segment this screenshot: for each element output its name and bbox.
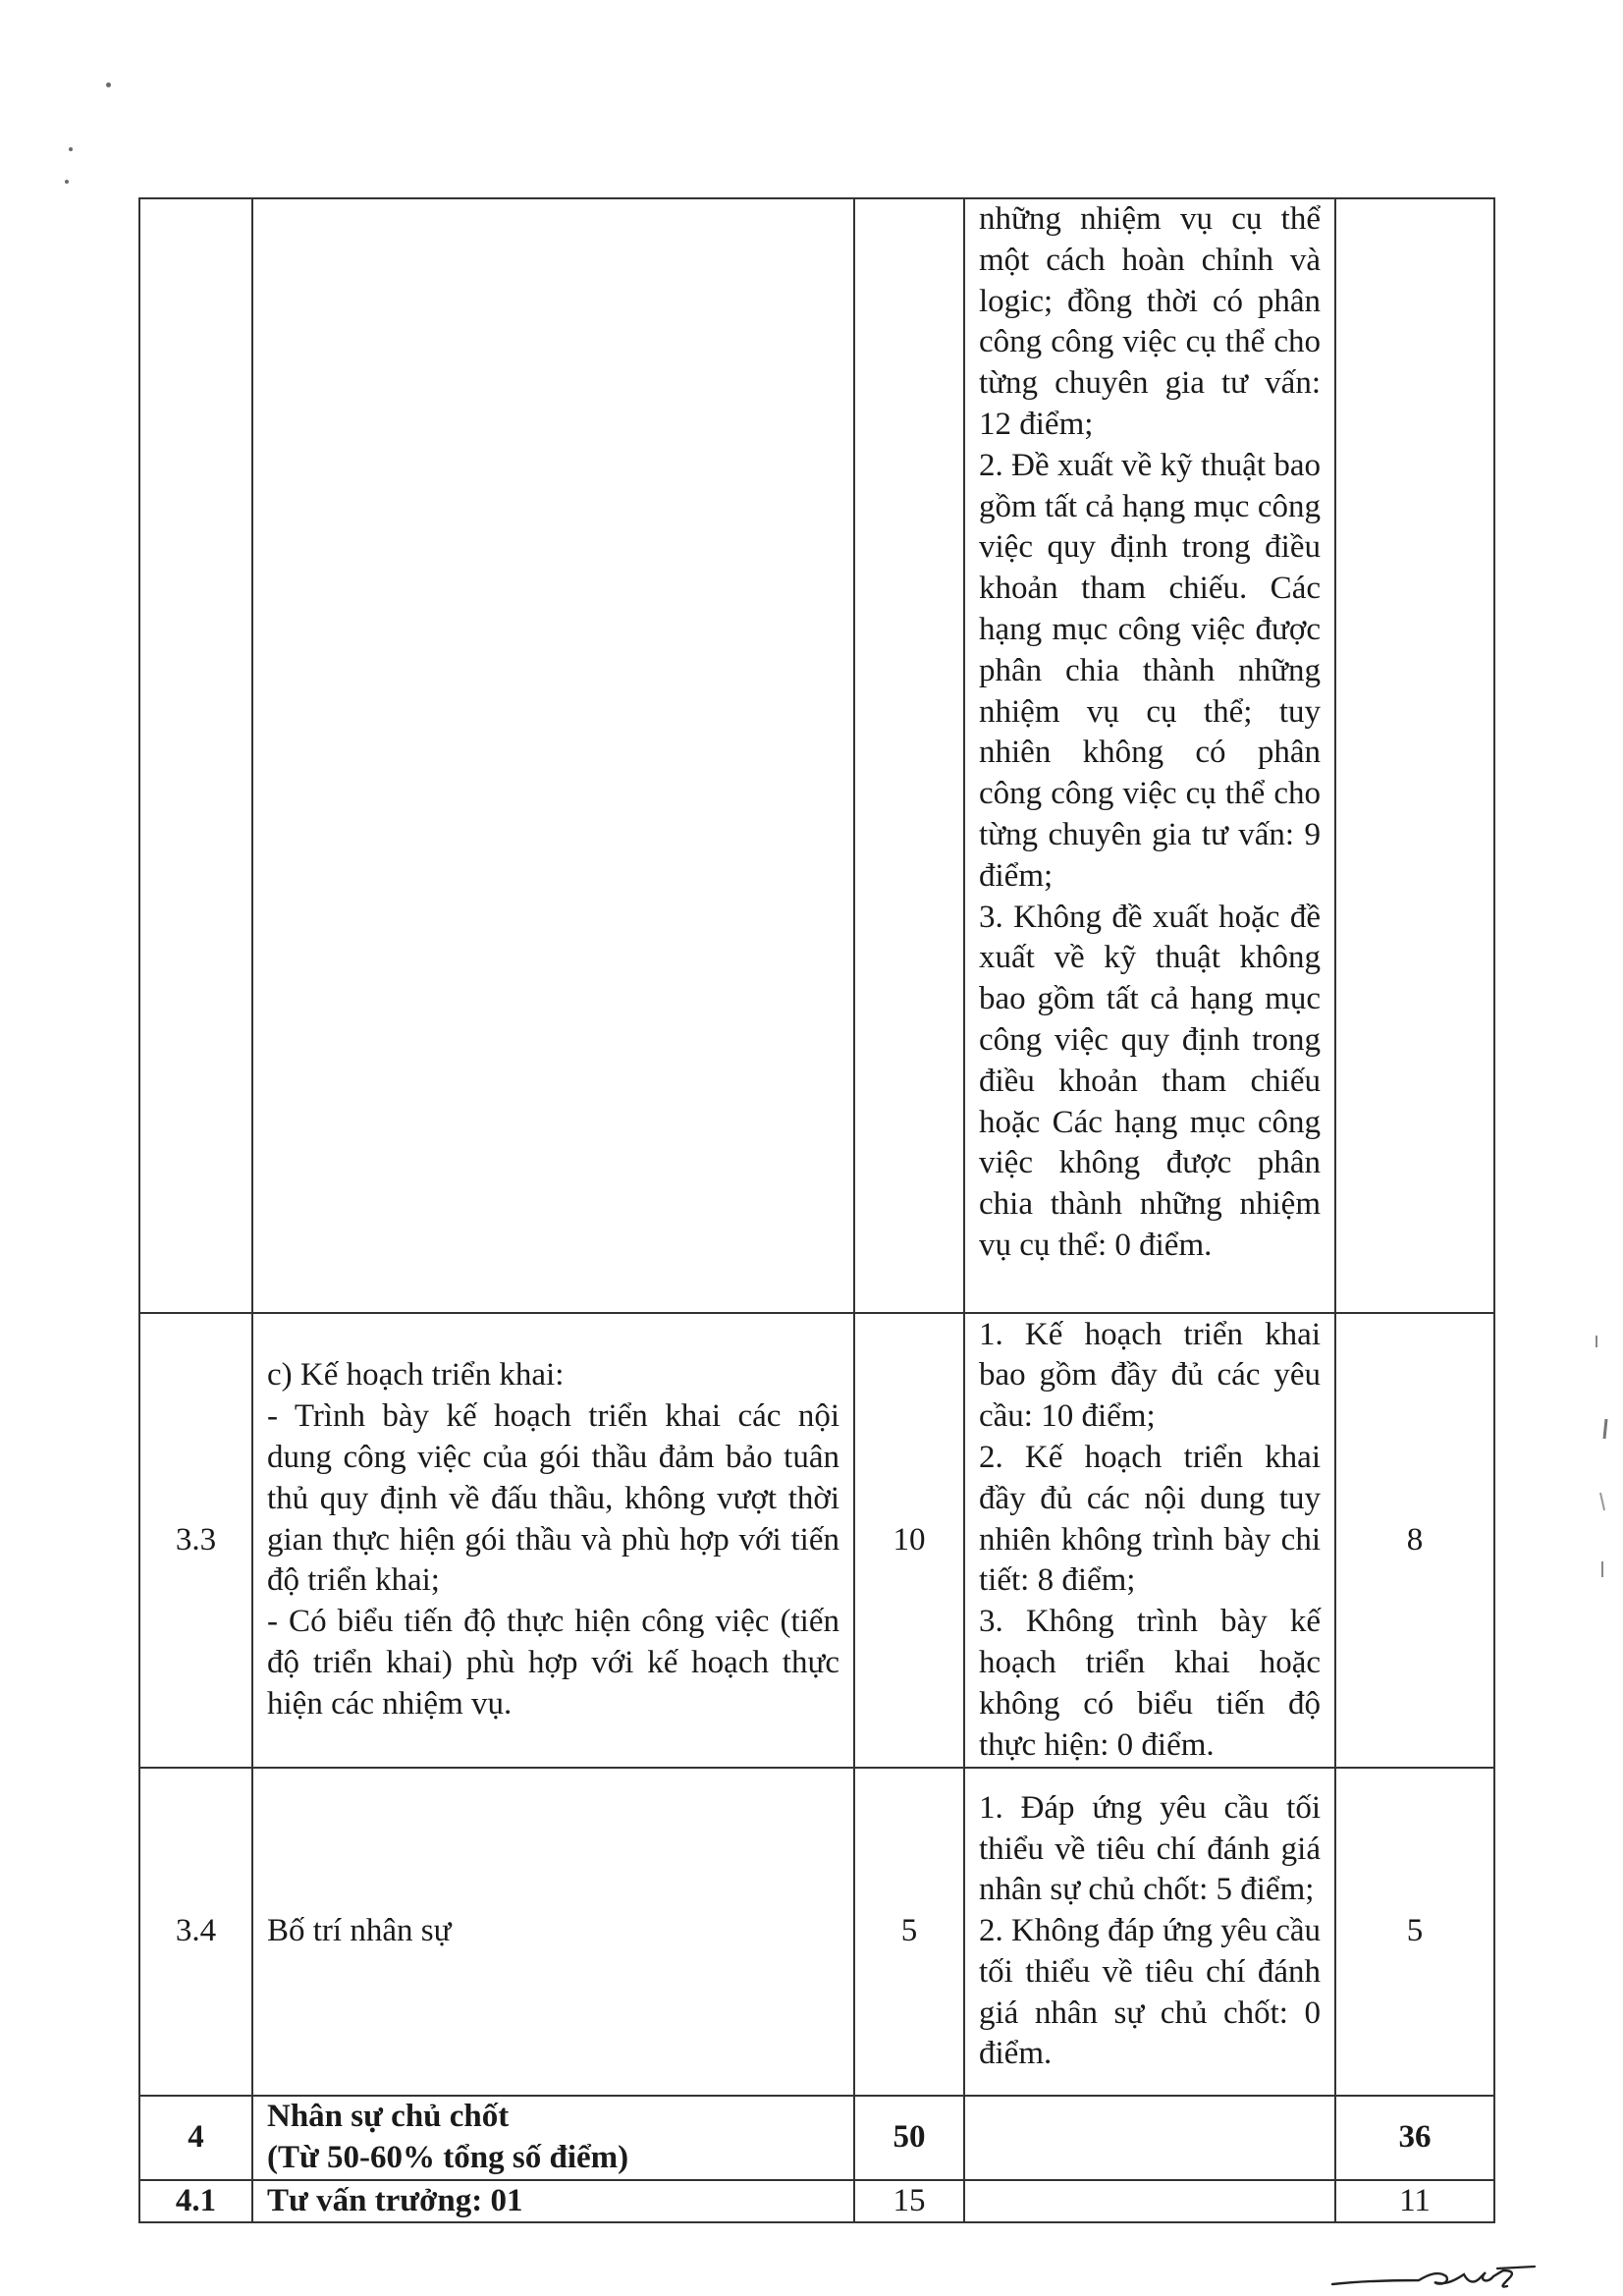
table-row bbox=[139, 198, 1494, 1313]
scoring-criteria: những nhiệm vụ cụ thể một cách hoàn chỉnh và logic; đồng thời có phân công công việc cụ thể cho từng chuyên gia tư vấn: 12 điểm; 2. Đề xuất về kỹ thuật bao gồm tất cả hạng mục công việc quy định trong điều khoản tham chiếu. Các hạng mục công việc được phân chia thành những nhiệm vụ cụ thể; tuy nhiên không có phân công công việc cụ thể cho từng chuyên gia tư vấn: 9 điểm; 3. Không đề xuất hoặc đề xuất về kỹ thuật không bao gồm tất cả hạng mục công việc quy định trong điều khoản tham chiếu hoặc Các hạng mục công việc không được phân chia thành những nhiệm vụ cụ thể: 0 điểm. bbox=[964, 198, 1335, 1313]
scan-speck bbox=[65, 180, 69, 184]
row-number: 3.4 bbox=[139, 1768, 252, 2096]
table-row bbox=[139, 1313, 1494, 1768]
awarded-score: 8 bbox=[1335, 1313, 1494, 1768]
max-score: 10 bbox=[854, 1313, 964, 1768]
max-score: 15 bbox=[854, 2180, 964, 2223]
awarded-score: 5 bbox=[1335, 1768, 1494, 2096]
scan-speck bbox=[106, 82, 111, 87]
signature-initials bbox=[1330, 2257, 1537, 2290]
criterion-content: c) Kế hoạch triển khai: - Trình bày kế hoạch triển khai các nội dung công việc của gói thầu đảm bảo tuân thủ quy định về đấu thầu, không vượt thời gian thực hiện gói thầu và phù hợp với tiến độ triển khai; - Có biểu tiến độ thực hiện công việc (tiến độ triển khai) phù hợp với kế hoạch thực hiện các nhiệm vụ. bbox=[252, 1313, 854, 1768]
table-row bbox=[139, 2180, 1494, 2223]
max-score: 5 bbox=[854, 1768, 964, 2096]
awarded-score: 36 bbox=[1335, 2096, 1494, 2180]
row-number: 4 bbox=[139, 2096, 252, 2180]
criterion-content: Tư vấn trưởng: 01 bbox=[252, 2180, 854, 2223]
row-number: 3.3 bbox=[139, 1313, 252, 1768]
scoring-criteria: 1. Đáp ứng yêu cầu tối thiểu về tiêu chí đánh giá nhân sự chủ chốt: 5 điểm; 2. Không đáp ứng yêu cầu tối thiểu về tiêu chí đánh giá nhân sự chủ chốt: 0 điểm. bbox=[964, 1768, 1335, 2096]
scoring-criteria: 1. Kế hoạch triển khai bao gồm đầy đủ các yêu cầu: 10 điểm; 2. Kế hoạch triển khai đầy đủ các nội dung tuy nhiên không trình bày chi tiết: 8 điểm; 3. Không trình bày kế hoạch triển khai hoặc không có biểu tiến độ thực hiện: 0 điểm. bbox=[964, 1313, 1335, 1768]
row-number: 4.1 bbox=[139, 2180, 252, 2223]
table-row bbox=[139, 2096, 1494, 2180]
scoring-table bbox=[138, 197, 1495, 2223]
max-score: 50 bbox=[854, 2096, 964, 2180]
awarded-score bbox=[1335, 198, 1494, 1313]
scan-speck bbox=[69, 147, 73, 151]
scoring-criteria bbox=[964, 2180, 1335, 2223]
margin-scan-marks bbox=[1591, 1326, 1620, 1620]
criterion-content: Bố trí nhân sự bbox=[252, 1768, 854, 2096]
row-number bbox=[139, 198, 252, 1313]
table-row bbox=[139, 1768, 1494, 2096]
awarded-score: 11 bbox=[1335, 2180, 1494, 2223]
criterion-content: Nhân sự chủ chốt (Từ 50-60% tổng số điểm) bbox=[252, 2096, 854, 2180]
scoring-criteria bbox=[964, 2096, 1335, 2180]
criterion-content bbox=[252, 198, 854, 1313]
max-score bbox=[854, 198, 964, 1313]
